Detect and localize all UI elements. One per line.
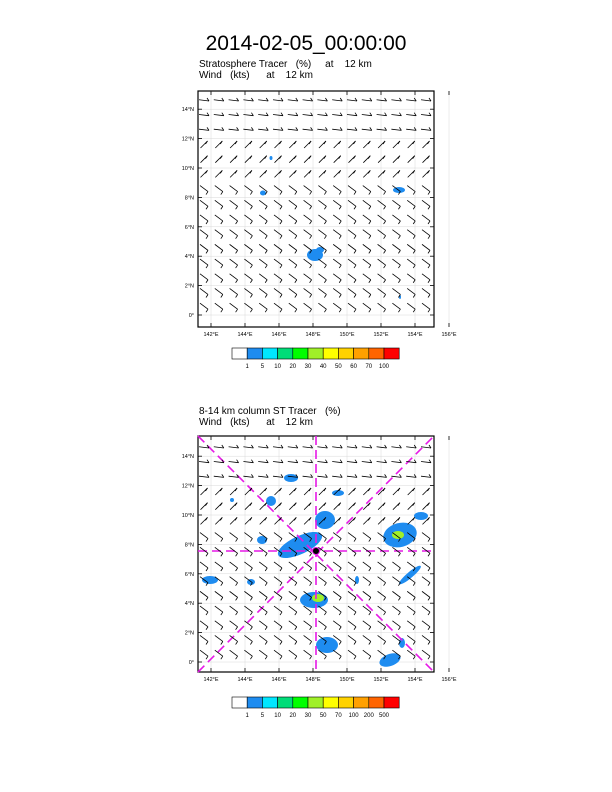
- tracer-patch: [312, 594, 324, 602]
- colorbar-swatch: [354, 697, 369, 708]
- lon-tick-label: 142°E: [203, 332, 219, 338]
- colorbar-swatch: [384, 348, 399, 359]
- lat-tick-label: 10°N: [181, 166, 194, 172]
- lat-tick-label: 10°N: [181, 513, 194, 519]
- colorbar-swatch: [338, 348, 353, 359]
- colorbar-label: 10: [274, 364, 281, 370]
- lat-tick-label: 6°N: [184, 571, 194, 578]
- colorbar-label: 10: [274, 713, 281, 719]
- lat-tick-label: 8°N: [184, 542, 194, 549]
- colorbar-label: 1: [245, 713, 249, 719]
- panel1-title-line2: Wind (kts) at 12 km: [199, 70, 313, 81]
- colorbar-label: 40: [319, 364, 327, 370]
- lon-tick-label: 146°E: [271, 677, 287, 683]
- colorbar-swatch: [323, 697, 338, 708]
- lat-tick-label: 14°N: [181, 454, 194, 461]
- colorbar-swatch: [369, 348, 384, 359]
- tracer-patch: [260, 191, 266, 196]
- map-panel-stratosphere-tracer: [182, 91, 457, 338]
- colorbar-label: 60: [350, 364, 357, 370]
- lat-tick-label: 2°N: [184, 630, 194, 637]
- lon-tick-label: 146°E: [271, 332, 287, 338]
- colorbar-label: 100: [348, 713, 359, 719]
- tracer-patch: [230, 498, 234, 502]
- lat-tick-label: 0°: [188, 660, 194, 666]
- tracer-patch: [393, 187, 405, 193]
- lon-tick-label: 148°E: [305, 332, 321, 338]
- lat-tick-label: 2°N: [184, 283, 194, 290]
- lat-tick-label: 8°N: [184, 195, 194, 202]
- lon-tick-label: 156°E: [441, 332, 457, 338]
- tracer-patch: [315, 511, 335, 529]
- panel2-title-line1: 8-14 km column ST Tracer (%): [199, 406, 341, 417]
- colorbar-label: 70: [365, 364, 373, 370]
- colorbar-label: 5: [260, 364, 265, 370]
- colorbar-label: 30: [304, 713, 312, 719]
- colorbar-swatch: [293, 348, 308, 359]
- colorbar-label: 200: [363, 713, 374, 719]
- colorbar-swatch: [308, 348, 323, 359]
- colorbar-swatch: [354, 348, 369, 359]
- lat-tick-label: 4°N: [184, 254, 194, 261]
- colorbar-swatch: [232, 697, 247, 708]
- colorbar-label: 5: [260, 713, 265, 719]
- colorbar-swatch: [247, 697, 262, 708]
- colorbar-swatch: [232, 348, 247, 359]
- lat-tick-label: 14°N: [181, 107, 194, 114]
- tracer-patch: [266, 496, 276, 506]
- colorbar-swatch: [262, 348, 277, 359]
- lon-tick-label: 144°E: [237, 332, 253, 338]
- colorbar-label: 50: [319, 713, 327, 719]
- colorbar-swatch: [247, 348, 262, 359]
- colorbar-swatch: [384, 697, 399, 708]
- lon-tick-label: 150°E: [339, 677, 355, 683]
- colorbar-label: 1: [245, 364, 249, 370]
- tracer-patch: [270, 156, 273, 160]
- colorbar-label: 500: [378, 713, 390, 719]
- colorbar-label: 70: [335, 713, 342, 719]
- colorbar-swatch: [262, 697, 277, 708]
- colorbar-swatch: [278, 697, 293, 708]
- lat-tick-label: 4°N: [184, 601, 194, 608]
- colorbar-swatch: [369, 697, 384, 708]
- lon-tick-label: 144°E: [237, 677, 253, 683]
- colorbar-swatch: [293, 697, 308, 708]
- tracer-patch: [392, 531, 404, 539]
- colorbar-label: 30: [304, 364, 312, 370]
- lon-tick-label: 154°E: [407, 677, 423, 683]
- lon-tick-label: 152°E: [373, 677, 389, 683]
- colorbar-label: 20: [289, 364, 297, 370]
- colorbar-2: [232, 697, 399, 719]
- storm-center-marker: [313, 548, 320, 555]
- colorbar-swatch: [308, 697, 323, 708]
- lon-tick-label: 150°E: [339, 332, 355, 338]
- panel1-title-line1: Stratosphere Tracer (%) at 12 km: [199, 59, 372, 70]
- lat-tick-label: 0°: [188, 313, 194, 319]
- lon-tick-label: 142°E: [203, 677, 219, 683]
- lon-tick-label: 156°E: [441, 677, 457, 683]
- colorbar-swatch: [323, 348, 338, 359]
- lat-tick-label: 12°N: [181, 136, 194, 143]
- tracer-patch: [414, 512, 428, 520]
- page-title: 2014-02-05_00:00:00: [205, 32, 407, 55]
- map-panel-column-st-tracer: [182, 436, 457, 683]
- colorbar-1: [232, 348, 399, 370]
- colorbar-swatch: [278, 348, 293, 359]
- lon-tick-label: 148°E: [305, 677, 321, 683]
- lon-tick-label: 152°E: [373, 332, 389, 338]
- colorbar-label: 100: [378, 364, 390, 370]
- colorbar-label: 20: [289, 713, 297, 719]
- lon-tick-label: 154°E: [407, 332, 423, 338]
- panel2-title-line2: Wind (kts) at 12 km: [199, 417, 313, 428]
- lat-tick-label: 12°N: [181, 483, 194, 490]
- colorbar-swatch: [338, 697, 353, 708]
- lat-tick-label: 6°N: [184, 224, 194, 231]
- colorbar-label: 50: [335, 364, 342, 370]
